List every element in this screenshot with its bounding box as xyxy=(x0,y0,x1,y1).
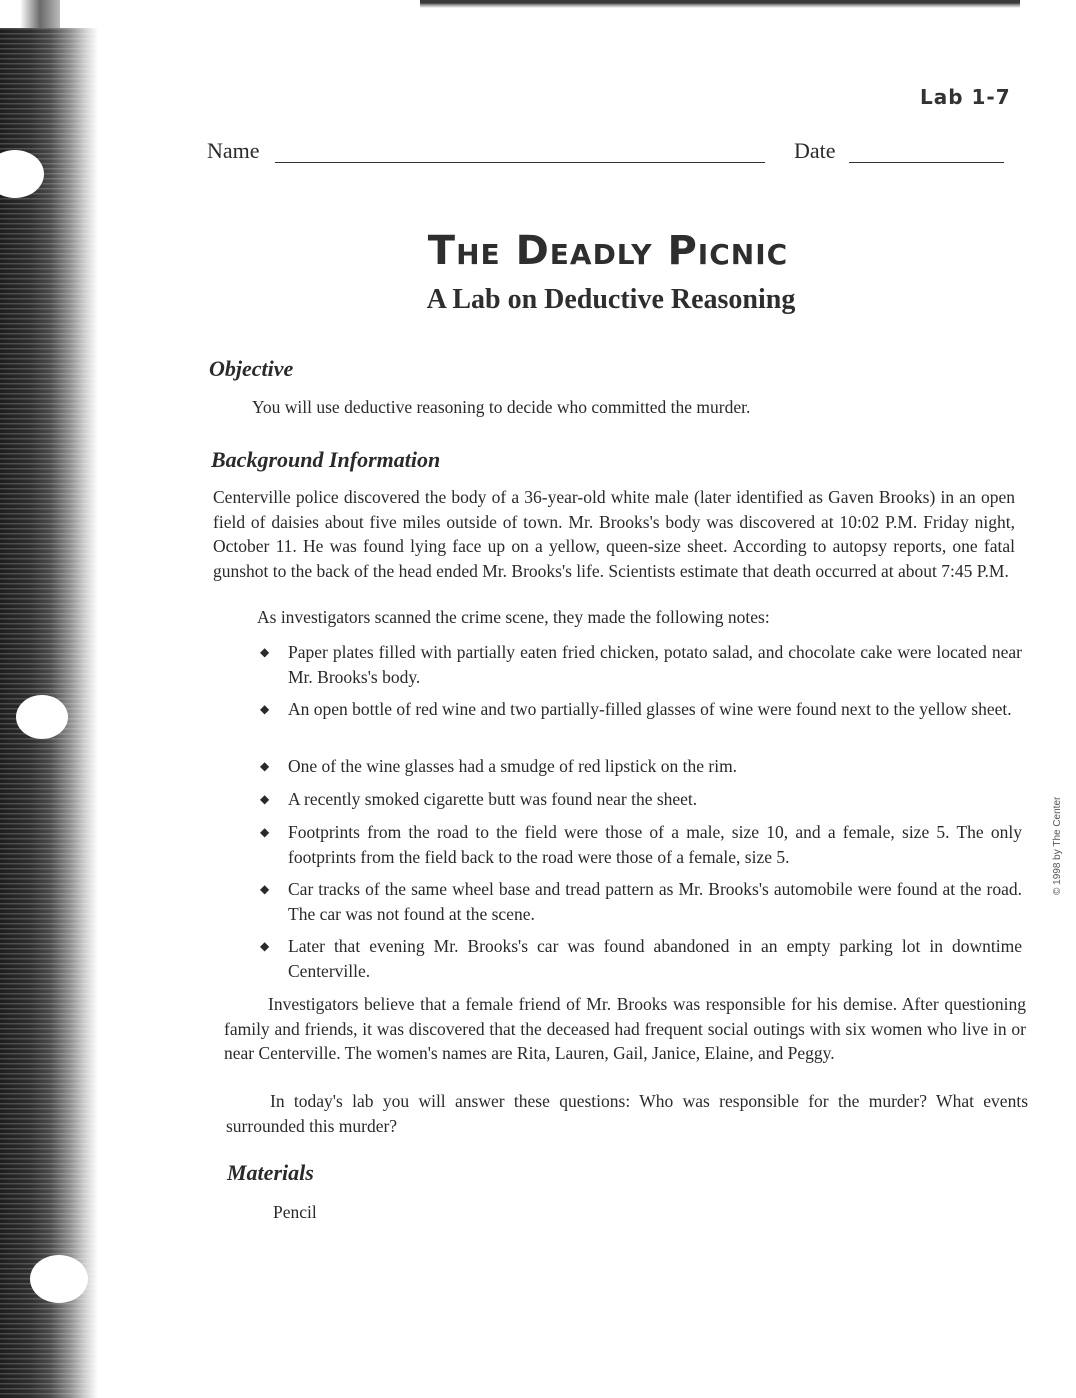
date-label: Date xyxy=(794,138,836,163)
page-subtitle: A Lab on Deductive Reasoning xyxy=(426,284,796,315)
diamond-bullet-icon: ◆ xyxy=(260,792,270,806)
note-item xyxy=(260,754,1022,779)
materials-item: Pencil xyxy=(273,1202,317,1222)
name-field-line[interactable] xyxy=(275,162,765,163)
note-text: One of the wine glasses had a smudge of red lipstick on the rim. xyxy=(288,756,738,776)
note-item xyxy=(260,820,1022,869)
note-item xyxy=(260,787,1022,812)
note-text: Car tracks of the same wheel base and tread pattern as Mr. Brooks's automobile were found at the road. The car was not found at the scene. xyxy=(288,879,1022,924)
date-field-line[interactable] xyxy=(849,162,1004,163)
note-item xyxy=(260,934,1022,983)
background-paragraph-1: Centerville police discovered the body of a 36-year-old white male (later identified as Gaven Brooks) in an open field of daisies about five miles outside of town. Mr. Brooks's body was discovered at 10:02 P.M. Friday night, October 11. He was found lying face up on a yellow, queen-size sheet. According to autopsy reports, one fatal gunshot to the back of the head ended Mr. Brooks's life. Scientists estimate that death occurred at about 7:45 P.M. xyxy=(213,487,1015,581)
punch-hole-bottom xyxy=(30,1255,88,1303)
diamond-bullet-icon: ◆ xyxy=(260,645,270,659)
objective-text: You will use deductive reasoning to decide who committed the murder. xyxy=(252,397,751,417)
investigators-paragraph: Investigators believe that a female friend of Mr. Brooks was responsible for his demise. After questioning family and friends, it was discovered that the deceased had frequent social outings with six women who live in or near Centerville. The women's names are Rita, Lauren, Gail, Janice, Elaine, and Peggy. xyxy=(224,994,1026,1063)
note-text: Later that evening Mr. Brooks's car was found abandoned in an empty parking lot in downtime Centerville. xyxy=(288,936,1022,981)
copyright-notice: © 1998 by The Center xyxy=(1052,796,1063,895)
note-text: Paper plates filled with partially eaten fried chicken, potato salad, and chocolate cake were located near Mr. Brooks's body. xyxy=(288,642,1022,687)
objective-heading: Objective xyxy=(209,356,294,381)
punch-hole-middle xyxy=(16,695,68,739)
note-text: A recently smoked cigarette butt was found near the sheet. xyxy=(288,789,698,809)
scan-top-streak xyxy=(420,0,1020,8)
scan-binder-edge-top xyxy=(0,0,60,30)
note-item xyxy=(260,640,1022,689)
name-label: Name xyxy=(207,138,260,163)
lab-questions-paragraph: In today's lab you will answer these questions: Who was responsible for the murder? What events surrounded this murder? xyxy=(226,1091,1028,1136)
background-paragraph-2: As investigators scanned the crime scene, they made the following notes: xyxy=(257,607,770,627)
diamond-bullet-icon: ◆ xyxy=(260,702,270,716)
note-text: An open bottle of red wine and two partially-filled glasses of wine were found next to the yellow sheet. xyxy=(288,699,1012,719)
diamond-bullet-icon: ◆ xyxy=(260,759,270,773)
page-title: The Deadly Picnic xyxy=(427,228,789,274)
background-heading: Background Information xyxy=(211,447,441,472)
lab-number: Lab 1-7 xyxy=(920,85,1011,109)
note-text: Footprints from the road to the field were those of a male, size 10, and a female, size 5. The only footprints from the field back to the road were those of a female, size 5. xyxy=(288,822,1022,867)
diamond-bullet-icon: ◆ xyxy=(260,825,270,839)
materials-heading: Materials xyxy=(227,1160,314,1185)
note-item xyxy=(260,877,1022,926)
diamond-bullet-icon: ◆ xyxy=(260,882,270,896)
note-item xyxy=(260,697,1022,722)
diamond-bullet-icon: ◆ xyxy=(260,939,270,953)
